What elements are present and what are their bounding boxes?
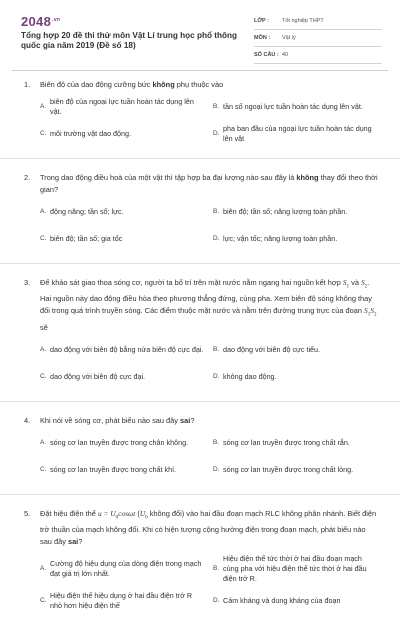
question-stem: 1. Biên độ của dao động cưỡng bức không phụ thuộc vào bbox=[24, 80, 224, 89]
question-4 bbox=[0, 401, 400, 480]
header bbox=[0, 0, 400, 66]
option-b[interactable]: B. dao động với biên độ cực tiểu. bbox=[213, 344, 321, 354]
question-number: 4. bbox=[24, 415, 31, 425]
option-grid bbox=[40, 554, 378, 611]
question-list bbox=[0, 79, 400, 625]
option-d[interactable]: D. không dao động. bbox=[213, 371, 277, 381]
option-c[interactable]: C. sóng cơ lan truyền được trong chất khí. bbox=[40, 464, 177, 474]
option-c[interactable]: C. Hiệu điện thế hiệu dụng ở hai đầu điện trở R nhỏ hơn hiệu điện thế bbox=[40, 591, 193, 611]
question-number: 3. bbox=[24, 278, 31, 287]
question-5 bbox=[0, 494, 400, 611]
option-b[interactable]: B. tần số ngoại lực tuần hoàn tác dụng lên vật. bbox=[213, 102, 363, 111]
page-title: Tổng hợp 20 đề thi thử môn Vật Lí trung học phổ thông quốc gia năm 2019 (Đề số 18) bbox=[21, 31, 237, 50]
option-a[interactable]: A. dao động với biên độ bằng nửa biên độ cực đại. bbox=[40, 344, 204, 354]
question-stem: 4. Khi nói về sóng cơ, phát biểu nào sau đây sai? bbox=[24, 415, 195, 425]
question-3 bbox=[0, 263, 400, 387]
question-number: 5. bbox=[24, 508, 31, 518]
question-1 bbox=[0, 79, 400, 144]
option-a[interactable]: A. sóng cơ lan truyền được trong chân không. bbox=[40, 437, 189, 447]
meta-class-row bbox=[254, 13, 382, 30]
option-d[interactable]: D. pha ban đầu của ngoại lực tuần hoàn tác dụng lên vật bbox=[213, 124, 372, 143]
meta-value: Vật lý bbox=[282, 35, 296, 41]
meta-count-row bbox=[254, 47, 382, 64]
question-2 bbox=[0, 158, 400, 249]
option-grid bbox=[40, 433, 378, 480]
question-number: 2. bbox=[24, 173, 31, 182]
question-stem: 2. Trong dao động điều hoà của một vật thì tập hợp ba đại lượng nào sau đây là không thay đổi theo thời gian? bbox=[24, 173, 378, 194]
meta-value: Tốt nghiệp THPT bbox=[282, 18, 324, 24]
question-stem: 3. Để khảo sát giao thoa sóng cơ, người ta bố trí trên mặt nước nằm ngang hai nguồn kết hợp $S_1$ và $S_2$. Hai nguồn này dao động điều hòa theo phương thẳng đứng, cùng pha. Xem biên độ sóng không thay đổi trong quá trình truyền sóng. Các điểm thuộc mặt nước và nằm trên đường trung trực của đoạn $S_1S_2$ sẽ bbox=[24, 278, 377, 332]
option-d[interactable]: D. lực; vận tốc; năng lượng toàn phần. bbox=[213, 234, 338, 243]
option-grid bbox=[40, 202, 378, 249]
site-logo[interactable]: $2048^{.vn}$ bbox=[21, 14, 61, 29]
meta-value: 40 bbox=[282, 52, 289, 58]
option-grid bbox=[40, 97, 378, 144]
meta-label: LỚP : bbox=[254, 18, 269, 24]
option-d[interactable]: D. sóng cơ lan truyền được trong chất lỏng. bbox=[213, 464, 354, 474]
exam-meta bbox=[254, 13, 382, 64]
option-d[interactable]: D. Cảm kháng và dung kháng của đoạn bbox=[213, 596, 341, 606]
option-c[interactable]: C. biên độ; tần số; gia tốc bbox=[40, 234, 123, 243]
option-a[interactable]: A. động năng; tần số; lực. bbox=[40, 207, 124, 216]
option-b[interactable]: B. sóng cơ lan truyền được trong chất rắn. bbox=[213, 437, 350, 447]
option-c[interactable]: C. dao động với biên độ cực đại. bbox=[40, 371, 146, 381]
option-b[interactable]: B. Hiệu điện thế tức thời ở hai đầu đoạn mạch cùng pha với hiệu điện thế tức thời ở hai đầu điện trở R. bbox=[213, 554, 367, 584]
meta-subject-row bbox=[254, 30, 382, 47]
option-b[interactable]: B. biên độ; tần số; năng lượng toàn phần. bbox=[213, 207, 348, 216]
option-a[interactable]: A. biên độ của ngoại lực tuần hoàn tác dụng lên vật. bbox=[40, 97, 194, 116]
question-number: 1. bbox=[24, 80, 31, 89]
option-c[interactable]: C. môi trường vật dao động. bbox=[40, 129, 132, 138]
meta-label: MÔN : bbox=[254, 35, 271, 41]
header-divider bbox=[12, 70, 388, 71]
option-a[interactable]: A. Cường độ hiệu dụng của dòng điện trong mạch đạt giá trị lớn nhất. bbox=[40, 559, 202, 579]
meta-label: SỐ CÂU : bbox=[254, 52, 279, 58]
option-grid bbox=[40, 340, 378, 387]
question-stem: 5. Đặt hiệu điện thế $u = U_0\cos\omega t$ ($U_0$ không đổi) vào hai đầu đoạn mạch RLC không phân nhánh. Biết điện trở thuần của mạch không đổi. Khi có hiện tượng cộng hưởng điện trong đoạn mạch, phát biểu nào sau đây sai? bbox=[24, 508, 377, 547]
